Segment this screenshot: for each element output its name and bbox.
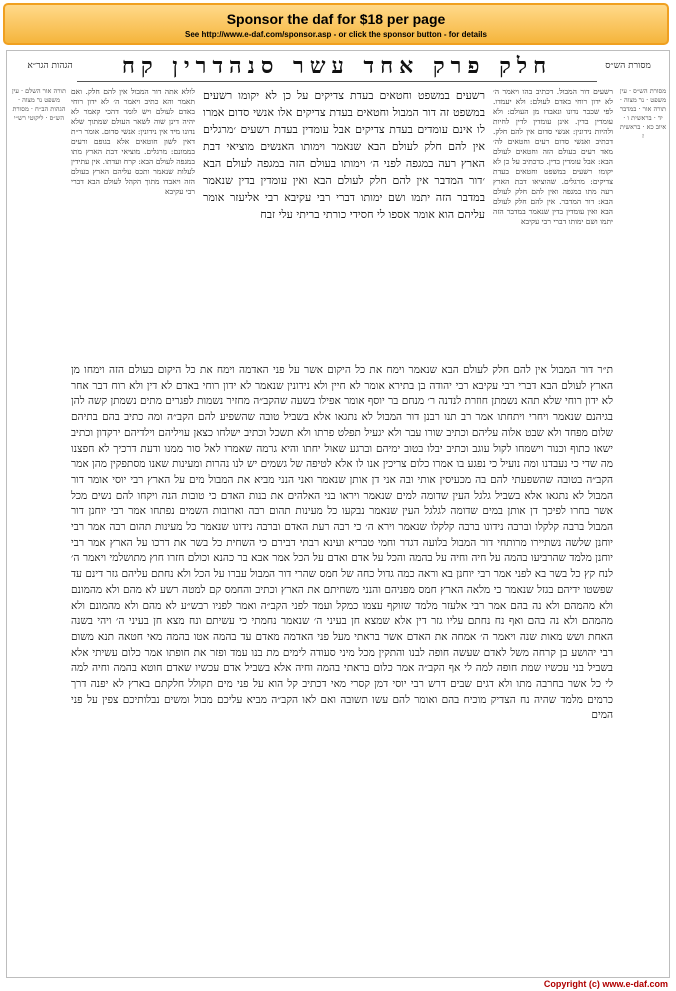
sponsor-banner-title: Sponsor the daf for $18 per page xyxy=(226,11,446,27)
left-margin-notes: תורה אור השלם · עין משפט נר מצוה · הגהות הב״ח · מסורת הש״ס · ליקוטי רש״י xyxy=(11,87,67,122)
mishnah-column: רשעים במשפט וחטאים בעדת צדיקים על כן לא יקומו רשעים במשפט זה דור המבול וחטאים בעדת צדיקים אלו אנשי סדום אמרו לו אינם עומדים בעדת צדיקים אבל עומדין בעדת רשעים ׳מרגלים אין להם חלק לעולם הבא שנאמר וימותו האנשים מוציאי דבת הארץ רעה במגפה לפני ה׳ וימותו בעולם הזה במגפה לעולם הבא ׳דור המדבר אין להם חלק לעולם הבא ואין עומדין בדין שנאמר במדבר הזה יתמו ושם ימותו דברי רבי עקיבא רבי אליעזר אומר עליהם הוא אומר אספו לי חסידי כורתי בריתי עלי זבח xyxy=(203,89,485,221)
page-title: חלק פרק אחד עשר סנהדרין קח xyxy=(121,53,553,79)
rashi-column: רשעים דור המבול. דכתיב בהו ויאמר ה׳ לא ידון רוחי באדם לעולם: ולא יעמדו. לפי שכבר נדונו ונאבדו מן העולם: ולא עומדין בדין. אינן עומדין לדין לחיות ולהיות נידונין: אנשי סדום אין להם חלק. דכתיב ואנשי סדום רעים וחטאים לה׳ מאד רעים בעולם הזה וחטאים לעולם הבא: אבל עומדין בדין. כדכתיב על כן לא יקומו רשעים במשפט וחטאים בעדת צדיקים: מרגלים. שהוציאו דבת הארץ רעה מתו במגפה ואין להם חלק לעולם הבא: דור המדבר. אין להם חלק לעולם הבא ואין עומדין בדין שנאמר במדבר הזה יתמו ושם ימותו דברי רבי עקיבא xyxy=(493,87,613,226)
header-divider xyxy=(77,81,597,82)
copyright-link[interactable]: Copyright (c) www.e-daf.com xyxy=(543,979,668,989)
right-margin-notes: מסורת הש״ס · עין משפט · נר מצוה · תורה אור · במדבר יד · בראשית ו · איוב כא · בראשית ז xyxy=(619,87,667,140)
sponsor-banner[interactable] xyxy=(3,3,669,45)
tosafot-column: לולא אתה דור המבול אין להם חלק. ואם תאמר והא כתיב ויאמר ה׳ לא ידון רוחי באדם לעולם ויש לומר דהכי קאמר לא יהיה דינן שוה לשאר העולם שמתוך שלא נדונו מיד אין נידונין: אנשי סדום. אומר ר״ת דאין לשון חוטאים אלא בגופם ורעים בממונם: מרגלים. מוציאי דבת הארץ מתו במגפה לעולם הבא: קרח ועדתו. אין עתידין לעלות שנאמר ותכס עליהם הארץ בעולם הזה ויאבדו מתוך הקהל לעולם הבא דברי רבי עקיבא xyxy=(71,87,195,196)
sponsor-banner-subtitle: See http://www.e-daf.com/sponsor.asp - or click the sponsor button - for details xyxy=(185,30,487,39)
left-header: הגהות הגר״א xyxy=(27,61,73,71)
talmud-page xyxy=(6,50,670,978)
right-header: מסורת הש״ס xyxy=(605,61,651,71)
gemara-text: ת״ר דור המבול אין להם חלק לעולם הבא שנאמר וימח את כל היקום אשר על פני האדמה וימח את כל היקום בעולם הזה וימחו מן הארץ לעולם הבא דברי רבי עקיבא רבי יהודה בן בתירא אומר לא חיין ולא נידונין שנאמר לא ידון רוחי באדם לא דין ולא רוח דבר אחר לא ידון רוחי שלא תהא נשמתן חוזרת לנדנה ר׳ מנחם בר יוסף אומר אפילו בשעה שהקב״ה מחזיר נשמות לפגרים מתים נשמתן קשה להן בגיהנם שנאמר ויחרי ויתחתו אמר רב תנו רבנן דור המבול לא נתגאו אלא בשביל טובה שהשפיע להם הקב״ה ומה כתיב בהם בתיהם שלום מפחד ולא שבט אלוה עליהם וכתיב שורו עבר ולא יגעיל תפלט פרתו ולא תשכל וכתיב ישלחו כצאן עויליהם וילדיהם ירקדון וכתיב ישאו כתוף וכנור וישמחו לקול עוגב וכתיב יבלו בטוב ימיהם וברגע שאול יחתו והיא גרמה שאמרו לאל סור ממנו ודעת דרכיך לא חפצנו מה שדי כי נעבדנו ומה נועיל כי נפגע בו אמרו כלום צריכין אנו לו אלא לטיפה של גשמים יש לנו נהרות ומעינות שאנו מסתפקין מהן אמר הקב״ה בטובה שהשפעתי להם בה מכעיסין אותי ובה אני דן אותן שנאמר ואני הנני מביא את המבול מים על הארץ רבי יוסי אומר דור המבול לא נתגאו אלא בשביל גלגל העין שדומה למים שנאמר ויראו בני האלהים את בנות האדם כי טובות הנה ויקחו להם נשים מכל אשר בחרו לפיכך דן אותן במים שדומה לגלגל העין שנאמר נבקעו כל מעינות תהום רבה וארובות השמים נפתחו אמר רבי יוחנן דור המבול ברבה קלקלו וברבה נידונו ברבה קלקלו שנאמר וירא ה׳ כי רבה רעת האדם וברבה נידונו שנאמר כל מעינות תהום רבה אמר רבי יוחנן שלשה נשתיירו מרותחי דור המבול בלועה דגדר וחמי טבריא ועינא רבתי דבירם כי השחית כל בשר את דרכו על הארץ אמר רבי יוחנן מלמד שהרביעו בהמה על חיה וחיה על בהמה והכל על אדם ואדם על הכל אמר אבא בר כהנא וכולם חזרו חוץ מתושלמי ויאמר ה׳ לנח קץ כל בשר בא לפני אמר רבי יוחנן בא וראה כמה גדול כחה של חמס שהרי דור המבול עברו על הכל ולא נחתם עליהם גזר דינם עד שפשטו ידיהם בגזל שנאמר כי מלאה הארץ חמס מפניהם והנני משחיתם את הארץ וכתיב והחמס קם למטה רשע לא מהם ולא מהמונם ולא מהמהם ולא נה בהם אמר רבי אלעזר מלמד שזוקף עצמו כמקל ועמד לפני הקב״ה ואמר לפניו רבש״ע לא מהם ולא מהמונם ולא מהמהם ולא נה בהם ואף נח נחתם עליו גזר דין אלא שמצא חן בעיני ה׳ שנאמר נחמתי כי עשיתם ונח מצא חן בעיני ה׳ ויהי בשנה האחת ושש מאות שנה ויאמר ה׳ אמחה את האדם אשר בראתי מעל פני האדמה מאדם עד בהמה אטו בהמה מאי חטאה תנא משום רבי יהושע בן קרחה משל לאדם שעשה חופה לבנו והתקין מכל מיני סעודה לימים מת בנו עמד ופזר את חופתו אמר כלום עשיתי אלא בשביל בני עכשיו שמת חופה למה לי אף הקב״ה אמר כלום בראתי בהמה וחיה אלא בשביל אדם עכשיו שאדם חוטא בהמה וחיה למה לי כל אשר בחרבה מתו ולא דגים שבים דרש רבי יוסי דמן קסרי מאי דכתיב קל הוא על פני מים תקולל חלקתם בארץ לא יפנה דרך כרמים מלמד שהיה נח הצדיק מוכיח בהם ואומר להם עשו תשובה ואם לאו הקב״ה מביא עליכם מבול ומשים נבלותיכם צפין על פני המים xyxy=(71,364,613,722)
